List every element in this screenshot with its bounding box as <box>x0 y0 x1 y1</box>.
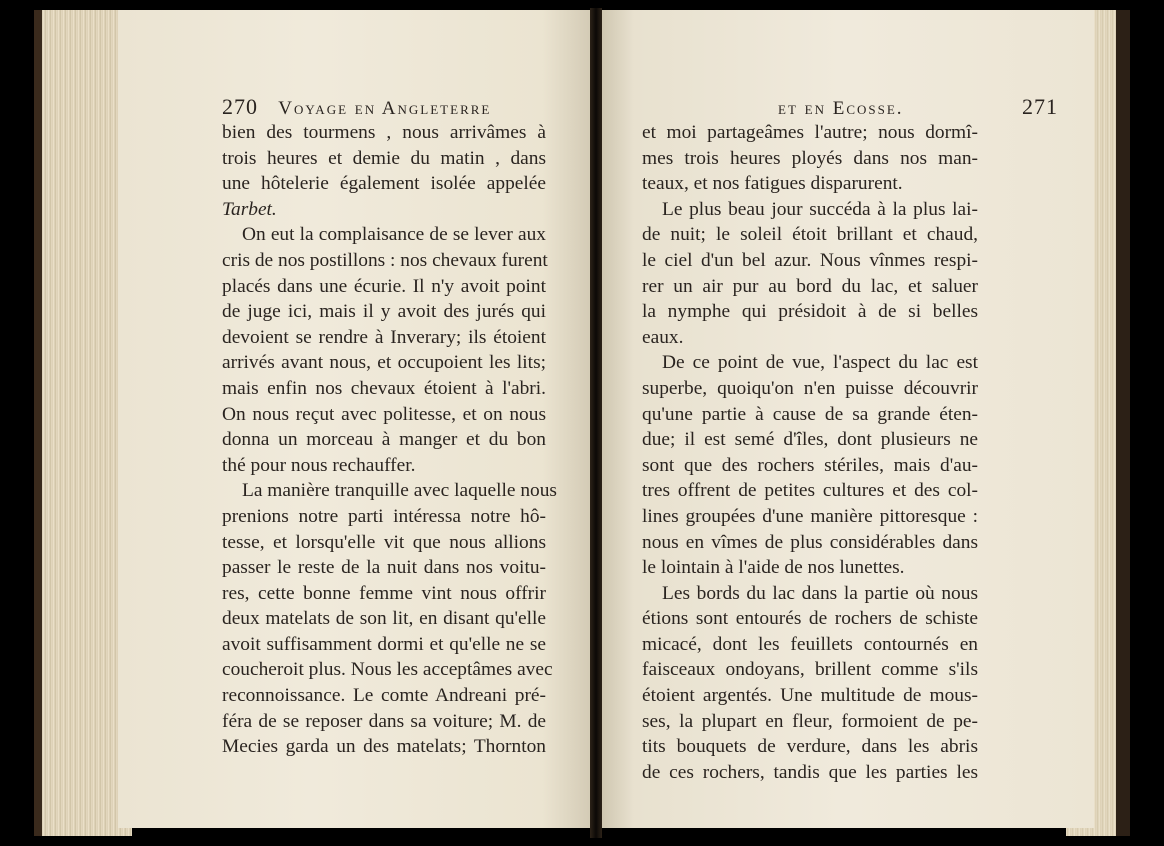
left-running-header <box>222 92 522 122</box>
text-line: ses, la plupart en fleur, formoient de pe- <box>642 710 978 732</box>
text-line: bien des tourmens , nous arrivâmes à <box>222 122 546 143</box>
text-line: la nymphe qui présidoit à de si belles <box>642 301 978 323</box>
text-line: féra de se reposer dans sa voiture; M. de <box>222 710 546 732</box>
text-line: tres offrent de petites cultures et des col- <box>642 480 978 502</box>
text-line: le lointain à l'aide de nos lunettes. <box>642 557 905 579</box>
text-line: qu'une partie à cause de sa grande éten- <box>642 403 978 425</box>
text-line: micacé, dont les feuillets contournés en <box>642 633 978 655</box>
text-line: superbe, quoiqu'on n'en puisse découvrir <box>642 377 978 399</box>
text-line: On nous reçut avec politesse, et on nous <box>222 403 546 425</box>
text-line: de juge ici, mais il y avoit des jurés qui <box>222 301 546 323</box>
text-line: étions sont entourés de rochers de schiste <box>642 608 978 630</box>
text-line: et moi partageâmes l'autre; nous dormî- <box>642 122 978 143</box>
left-running-head: Voyage en Angleterre <box>278 98 492 119</box>
text-line: eaux. <box>642 326 684 348</box>
text-line: De ce point de vue, l'aspect du lac est <box>662 352 978 374</box>
text-line: cris de nos postillons : nos chevaux furent <box>222 249 548 271</box>
right-page-text <box>642 120 978 785</box>
right-running-header <box>778 92 1058 122</box>
right-page <box>594 10 1094 828</box>
text-line: une hôtelerie également isolée appelée <box>222 173 546 195</box>
text-line: mes trois heures ployés dans nos man- <box>642 147 978 169</box>
text-line: avoit suffisamment dormi et qu'elle ne se <box>222 633 546 655</box>
text-line: devoient se rendre à Inverary; ils étoient <box>222 326 546 348</box>
text-line: sont que des rochers stériles, mais d'au- <box>642 454 978 476</box>
text-line: de ces rochers, tandis que les parties les <box>642 761 978 783</box>
text-line: le ciel d'un bel azur. Nous vînmes respi- <box>642 249 978 271</box>
text-line: arrivés avant nous, et occupoient les lits; <box>222 352 546 374</box>
text-line: res, cette bonne femme vint nous offrir <box>222 582 546 604</box>
text-line: tesse, et lorsqu'elle vit que nous allions <box>222 531 546 553</box>
book-gutter <box>590 8 602 838</box>
text-line: prenions notre parti intéressa notre hô- <box>222 505 546 527</box>
text-line: deux matelats de son lit, en disant qu'elle <box>222 608 546 630</box>
text-line: Tarbet. <box>222 198 277 220</box>
text-line: donna un morceau à manger et du bon <box>222 429 546 451</box>
text-line: trois heures et demie du matin , dans <box>222 147 546 169</box>
text-line: passer le reste de la nuit dans nos voitu- <box>222 557 546 579</box>
text-line: étoient argentés. Une multitude de mous- <box>642 685 978 707</box>
text-line: de nuit; le soleil étoit brillant et chaud, <box>642 224 978 246</box>
text-line: placés dans une écurie. Il n'y avoit point <box>222 275 546 297</box>
right-running-head: et en Ecosse. <box>778 98 904 119</box>
text-line: lines groupées d'une manière pittoresque : <box>642 505 978 527</box>
text-line: Le plus beau jour succéda à la plus lai- <box>662 198 978 220</box>
text-line: On eut la complaisance de se lever aux <box>242 224 546 246</box>
text-line: mais enfin nos chevaux étoient à l'abri. <box>222 377 546 399</box>
text-line: thé pour nous rechauffer. <box>222 454 416 476</box>
left-page-number: 270 <box>222 94 258 119</box>
book-spread <box>34 8 1130 838</box>
text-line: coucheroit plus. Nous les acceptâmes avec <box>222 659 553 681</box>
text-line: Mecies garda un des matelats; Thornton <box>222 736 546 758</box>
text-line: rer un air pur au bord du lac, et saluer <box>642 275 978 297</box>
text-line: La manière tranquille avec laquelle nous <box>242 480 557 502</box>
text-line: nous en vîmes de plus considérables dans <box>642 531 978 553</box>
text-line: due; il est semé d'îles, dont plusieurs ne <box>642 429 978 451</box>
text-line: faisceaux ondoyans, brillent comme s'ils <box>642 659 978 681</box>
text-line: teaux, et nos fatigues disparurent. <box>642 173 903 195</box>
text-line: reconnoissance. Le comte Andreani pré- <box>222 685 546 707</box>
left-page <box>118 10 600 828</box>
text-line: Les bords du lac dans la partie où nous <box>662 582 978 604</box>
right-page-number: 271 <box>1022 94 1058 119</box>
text-line: tits bouquets de verdure, dans les abris <box>642 736 978 758</box>
left-page-text <box>222 120 557 760</box>
